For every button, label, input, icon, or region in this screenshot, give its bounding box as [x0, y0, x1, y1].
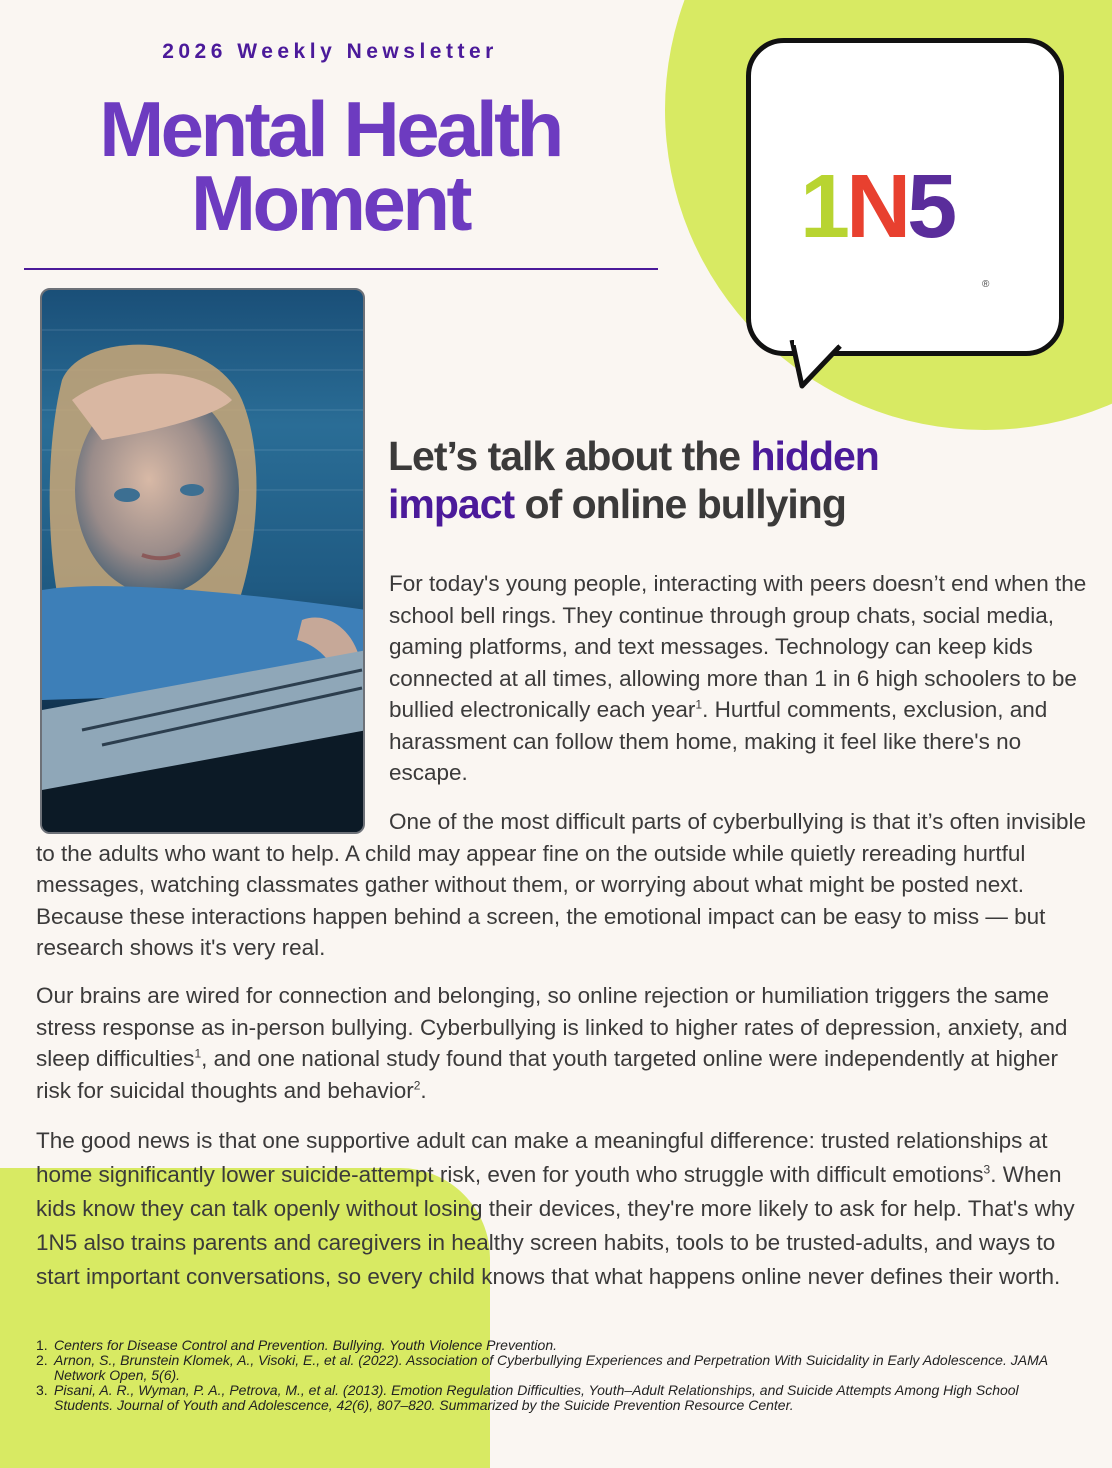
girl-at-laptop-photo	[40, 288, 365, 834]
newsletter-eyebrow: 2026 Weekly Newsletter	[162, 40, 498, 63]
speech-bubble-tail	[788, 340, 848, 392]
paragraph-good-news-text: The good news is that one supportive adult can make a meaningful difference: trusted relationships at home significantly lower suicide-attempt risk, even for youth who struggle with difficult emotions	[36, 1128, 1048, 1187]
reference-number: 2.	[36, 1352, 48, 1368]
paragraph-good-news	[36, 1124, 1096, 1294]
page-title	[0, 85, 660, 247]
title-divider	[24, 268, 658, 270]
page-title-line2: Moment	[191, 159, 469, 247]
paragraph-brain-text-3: .	[420, 1077, 427, 1103]
citation-3: 3	[983, 1162, 991, 1177]
paragraph-intro-text: For today's young people, interacting with peers doesn’t end when the school bell rings. They continue through group chats, social media, gaming platforms, and text messages. Technology can keep kids connected at all times, allowing more than 1 in 6 high schoolers to be bullied electronically each year	[389, 571, 1087, 722]
paragraph-brain	[36, 980, 1096, 1106]
citation-1: 1	[194, 1046, 202, 1061]
page-title-line1: Mental Health	[99, 85, 561, 173]
references-list	[36, 1338, 1076, 1413]
photo-illustration	[42, 290, 365, 834]
logo-digit-one: 1	[800, 157, 847, 257]
logo-letter-n: N	[846, 157, 908, 257]
1n5-logo	[800, 157, 990, 290]
headline-highlight-impact: impact	[388, 481, 515, 527]
reference-text: Arnon, S., Brunstein Klomek, A., Visoki, E., et al. (2022). Association of Cyberbullying Experiences and Perpetration With Suicidality in Early Adolescence. JAMA Network Open, 5(6).	[54, 1352, 1048, 1383]
paragraph-brain-text-2: , and one national study found that youth targeted online were independently at higher risk for suicidal thoughts and behavior	[36, 1046, 1059, 1103]
headline-text-2: of online bullying	[514, 481, 846, 527]
citation-2: 2	[413, 1078, 421, 1092]
reference-number: 3.	[36, 1382, 48, 1398]
citation-1: 1	[695, 697, 703, 712]
paragraph-invisible: One of the most difficult parts of cyberbullying is that it’s often invisible to the adults who want to help. A child may appear fine on the outside while quietly rereading hurtful messages, watching classmates gather without them, or worrying about what might be posted next. Because these interactions happen behind a screen, the emotional impact can be easy to miss — but research shows it's very real.	[36, 809, 1087, 960]
reference-item	[36, 1353, 1076, 1383]
logo-digit-five: 5	[907, 157, 954, 257]
reference-item	[36, 1383, 1076, 1413]
registered-mark: ®	[982, 279, 990, 290]
reference-item	[36, 1338, 1076, 1353]
reference-text: Centers for Disease Control and Prevention. Bullying. Youth Violence Prevention.	[54, 1337, 558, 1353]
paragraph-brain-text: Our brains are wired for connection and belonging, so online rejection or humiliation triggers the same stress response as in-person bullying. Cyberbullying is linked to higher rates of depression, anxiety, and sleep difficulties	[36, 983, 1068, 1071]
headline-highlight-hidden: hidden	[750, 433, 879, 479]
reference-text: Pisani, A. R., Wyman, P. A., Petrova, M., et al. (2013). Emotion Regulation Difficulties, Youth–Adult Relationships, and Suicide Attempts Among High School Students. Journal of Youth and Adolescence, 42(6), 807–820. Summarized by the Suicide Prevention Resource Center.	[54, 1382, 1019, 1413]
paragraph-intro	[389, 568, 1104, 789]
headline-text-1: Let’s talk about the	[388, 433, 751, 479]
reference-number: 1.	[36, 1337, 48, 1353]
article-headline	[388, 432, 1088, 528]
paragraph-good-news-text-2: . When kids know they can talk openly without losing their devices, they're more likely to ask for help. That's why 1N5 also trains parents and caregivers in healthy screen habits, tools to be trusted-adults, and ways to start important conversations, so every child knows that what happens online never defines their worth.	[36, 1162, 1075, 1289]
paragraph-intro-text-2: . Hurtful comments, exclusion, and harassment can follow them home, making it feel like there's no escape.	[389, 697, 1048, 785]
